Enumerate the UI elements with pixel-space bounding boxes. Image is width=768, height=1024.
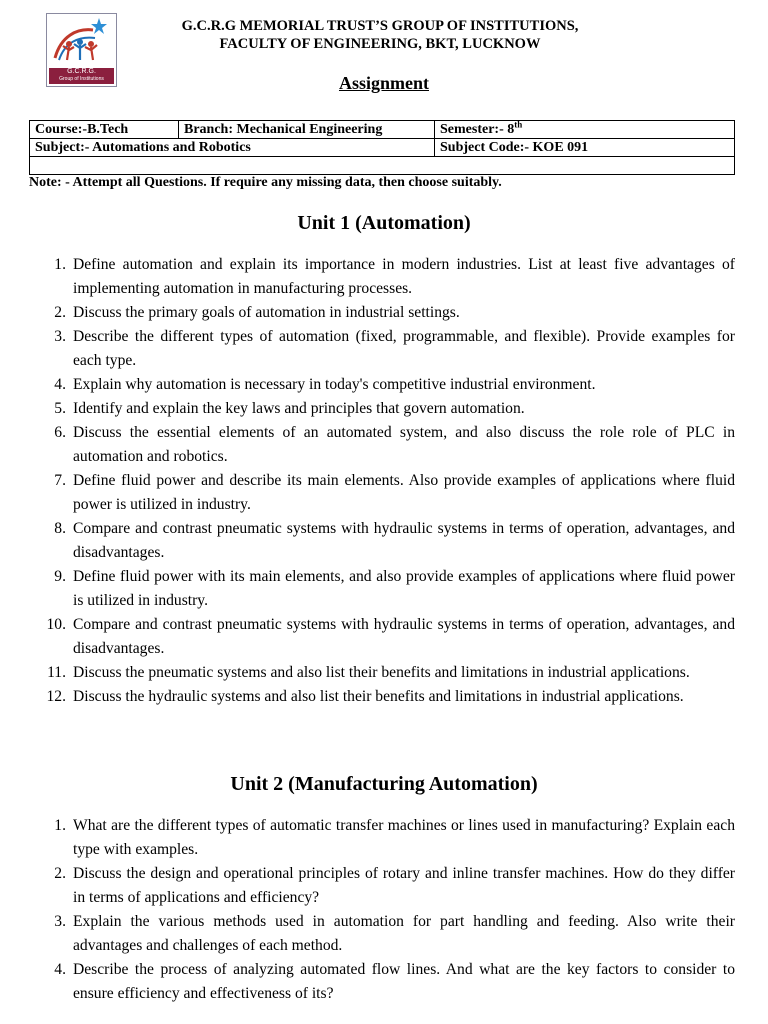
question-number: 12. xyxy=(46,688,66,705)
course-cell: Course:-B.Tech xyxy=(30,121,179,139)
question-number: 11. xyxy=(47,664,66,681)
question-number: 7. xyxy=(54,472,66,489)
question-number: 6. xyxy=(54,424,66,441)
question-text: Explain the various methods used in automation for part handling and feeding. Also write their advantages and challenges of each method. xyxy=(73,913,735,954)
branch-cell: Branch: Mechanical Engineering xyxy=(179,121,435,139)
subject-code-cell: Subject Code:- KOE 091 xyxy=(435,139,735,157)
question-item xyxy=(34,910,735,958)
semester-cell: Semester:- 8th xyxy=(435,121,735,139)
question-item xyxy=(34,685,735,709)
question-text: Define automation and explain its importance in modern industries. List at least five advantages of implementing automation in manufacturing processes. xyxy=(73,256,735,297)
question-number: 3. xyxy=(54,913,66,930)
question-number: 4. xyxy=(54,376,66,393)
question-number: 1. xyxy=(54,817,66,834)
unit2-title: Unit 2 (Manufacturing Automation) xyxy=(230,773,538,795)
question-number: 9. xyxy=(54,568,66,585)
question-item xyxy=(34,565,735,613)
question-item xyxy=(34,373,735,397)
question-number: 3. xyxy=(54,328,66,345)
question-text: Explain why automation is necessary in today's competitive industrial environment. xyxy=(73,376,596,393)
question-text: Compare and contrast pneumatic systems with hydraulic systems in terms of operation, advantages, and disadvantages. xyxy=(73,616,735,657)
logo-figures-icon xyxy=(47,14,116,70)
question-number: 1. xyxy=(54,256,66,273)
question-text: Define fluid power and describe its main elements. Also provide examples of applications where fluid power is utilized in industry. xyxy=(73,472,735,513)
unit2-questions xyxy=(34,814,735,1006)
question-text: Discuss the essential elements of an automated system, and also discuss the role role of PLC in automation and robotics. xyxy=(73,424,735,465)
question-text: Identify and explain the key laws and principles that govern automation. xyxy=(73,400,525,417)
question-number: 2. xyxy=(54,865,66,882)
unit1-title: Unit 1 (Automation) xyxy=(297,212,471,234)
question-text: Discuss the hydraulic systems and also list their benefits and limitations in industrial applications. xyxy=(73,688,684,705)
question-text: Define fluid power with its main elements, and also provide examples of applications where fluid power is utilized in industry. xyxy=(73,568,735,609)
question-number: 10. xyxy=(46,616,66,633)
table-row xyxy=(30,121,735,139)
question-item xyxy=(34,814,735,862)
question-text: What are the different types of automatic transfer machines or lines used in manufacturing? Explain each type with examples. xyxy=(73,817,735,858)
question-item xyxy=(34,613,735,661)
question-number: 4. xyxy=(54,961,66,978)
question-item xyxy=(34,325,735,373)
question-number: 5. xyxy=(54,400,66,417)
question-item xyxy=(34,517,735,565)
question-item xyxy=(34,397,735,421)
question-item xyxy=(34,301,735,325)
question-text: Discuss the primary goals of automation in industrial settings. xyxy=(73,304,460,321)
question-item xyxy=(34,469,735,517)
institution-name: G.C.R.G MEMORIAL TRUST’S GROUP OF INSTITUTIONS, xyxy=(181,18,579,34)
question-item xyxy=(34,253,735,301)
subject-cell: Subject:- Automations and Robotics xyxy=(30,139,435,157)
note-text: Note: - Attempt all Questions. If require any missing data, then choose suitably. xyxy=(29,175,502,190)
question-number: 2. xyxy=(54,304,66,321)
question-number: 8. xyxy=(54,520,66,537)
logo-caption: G.C.R.G. Group of Institutions xyxy=(49,68,114,84)
document-title: Assignment xyxy=(338,73,429,93)
question-text: Compare and contrast pneumatic systems with hydraulic systems in terms of operation, advantages, and disadvantages. xyxy=(73,520,735,561)
table-row xyxy=(30,139,735,157)
question-item xyxy=(34,421,735,469)
question-item xyxy=(34,862,735,910)
question-item xyxy=(34,958,735,1006)
faculty-name: FACULTY OF ENGINEERING, BKT, LUCKNOW xyxy=(219,36,541,52)
unit1-questions xyxy=(34,253,735,709)
question-text: Describe the different types of automation (fixed, programmable, and flexible). Provide examples for each type. xyxy=(73,328,735,369)
question-text: Describe the process of analyzing automated flow lines. And what are the key factors to consider to ensure efficiency and effectiveness of its? xyxy=(73,961,735,1002)
course-info-table xyxy=(29,120,735,175)
question-item xyxy=(34,661,735,685)
table-row xyxy=(30,157,735,175)
empty-cell xyxy=(30,157,735,175)
question-text: Discuss the pneumatic systems and also list their benefits and limitations in industrial applications. xyxy=(73,664,690,681)
question-text: Discuss the design and operational principles of rotary and inline transfer machines. How do they differ in terms of applications and efficiency? xyxy=(73,865,735,906)
